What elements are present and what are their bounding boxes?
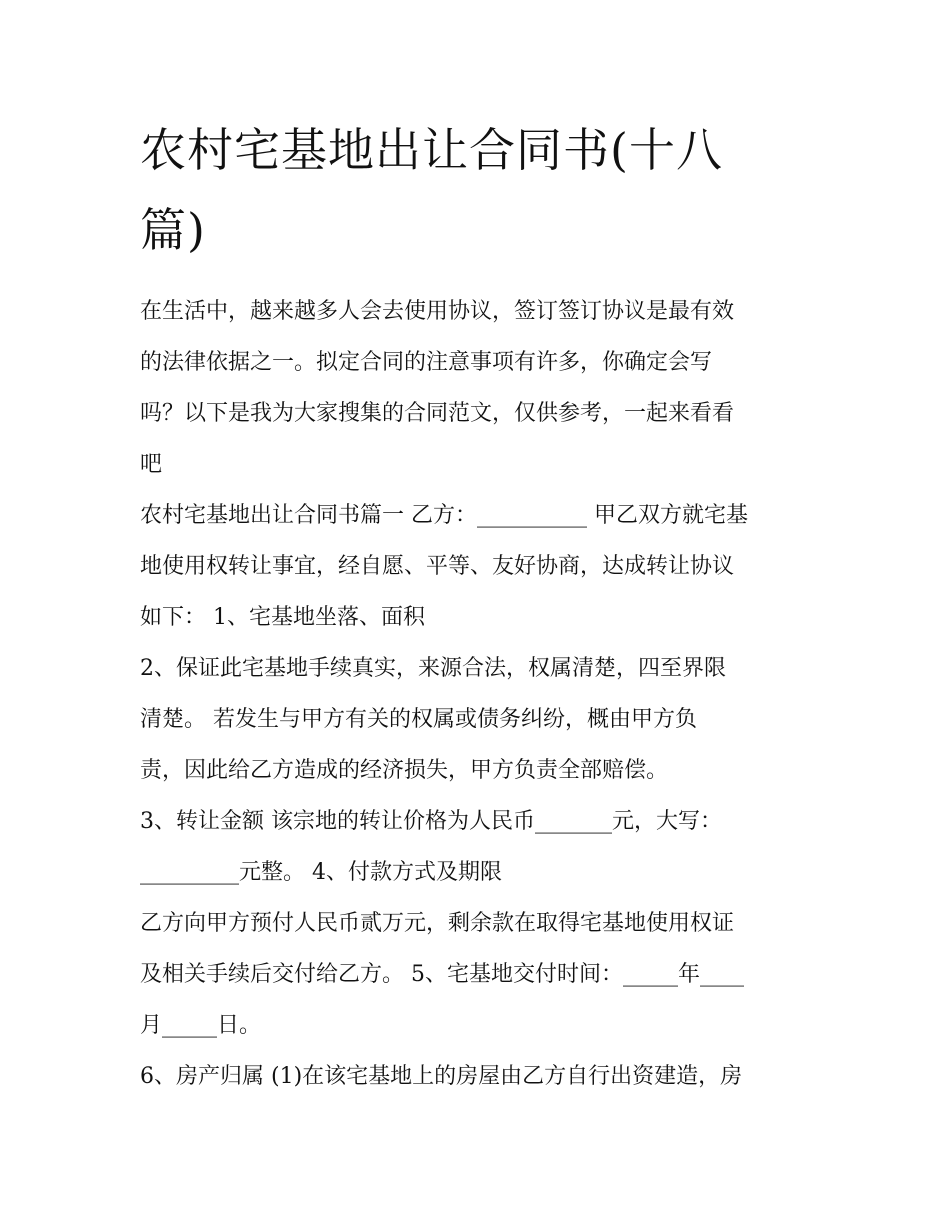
text-line: _________元整。 4、付款方式及期限 [140, 860, 502, 885]
clause-4-paragraph [140, 898, 820, 1051]
title-line: 农村宅基地出让合同书(十八 [140, 123, 723, 177]
clause-3-paragraph [140, 796, 820, 898]
intro-paragraph [140, 286, 820, 490]
text-line: 地使用权转让事宜，经自愿、平等、友好协商，达成转让协议 [140, 554, 735, 579]
clause-2-paragraph [140, 643, 820, 796]
document-page [140, 110, 820, 1102]
text-line: 责，因此给乙方造成的经济损失，甲方负责全部赔偿。 [140, 758, 669, 783]
text-line: 乙方向甲方预付人民币贰万元，剩余款在取得宅基地使用权证 [140, 911, 735, 936]
text-line: 吧 [140, 452, 163, 477]
text-line: 及相关手续后交付给乙方。 5、宅基地交付时间：_____年____ [140, 962, 744, 987]
text-line: 在生活中，越来越多人会去使用协议，签订签订协议是最有效 [140, 299, 735, 324]
text-line: 3、转让金额 该宗地的转让价格为人民币_______元，大写： [140, 809, 722, 834]
text-line: 农村宅基地出让合同书篇一 乙方：__________ 甲乙双方就宅基 [140, 503, 748, 528]
clause-6-paragraph [140, 1051, 820, 1102]
text-line: 2、保证此宅基地手续真实，来源合法，权属清楚，四至界限 [140, 656, 726, 681]
title-line: 篇) [140, 203, 206, 257]
text-line: 月_____日。 [140, 1013, 262, 1038]
text-line: 清楚。 若发生与甲方有关的权属或债务纠纷，概由甲方负 [140, 707, 697, 732]
contract-heading-paragraph [140, 490, 820, 643]
text-line: 的法律依据之一。拟定合同的注意事项有许多，你确定会写 [140, 350, 713, 375]
document-title [140, 110, 820, 270]
text-line: 6、房产归属 (1)在该宅基地上的房屋由乙方自行出资建造，房 [140, 1064, 743, 1089]
text-line: 吗？以下是我为大家搜集的合同范文，仅供参考，一起来看看 [140, 401, 735, 426]
text-line: 如下： 1、宅基地坐落、面积 [140, 605, 425, 630]
